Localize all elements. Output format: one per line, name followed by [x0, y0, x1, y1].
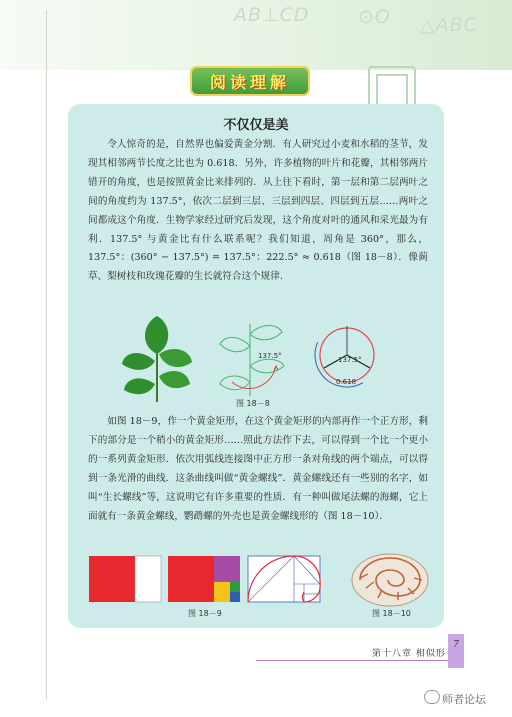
- golden-spiral-diagram: [248, 556, 320, 602]
- leaf-sprig-illustration: [122, 306, 192, 402]
- banner-title: 阅读理解: [209, 72, 290, 92]
- article-paragraph-1: 令人惊奇的是，自然界也偏爱黄金分割．有人研究过小麦和水稻的茎节，发现其相邻两节长度之比也为 0.618．另外，许多植物的叶片和花瓣，其相邻两片错开的角度，也是按照黄金比来排列的．从上往下看时，第一层和第二层两叶之间的角度约为 137.5°，依次二层到三层、三层到四层、四层到五层……两叶之间都成这个角度．生物学家经过研究后发现，这个角度对叶的通风和采光最为有利．137.5° 与黄金比有什么联系呢？我们知道，周角是 360°，那么，137.5°：(360° − 137.5°) = 137.5°：222.5° ≈ 0.618（图 18－8）．像蓟草、梨树枝和玫瑰花瓣的生长就符合这个规律．: [88, 139, 428, 283]
- footer-rule: [256, 660, 448, 661]
- wechat-icon: [424, 690, 440, 704]
- chapter-footer: 第十八章 相似形: [372, 649, 446, 659]
- header-decoration-perpendicular: AB⊥CD: [234, 4, 310, 26]
- figure-18-8-caption: 图 18－8: [236, 399, 270, 408]
- page-number: 7: [453, 640, 459, 650]
- header-decoration-triangle: △ABC: [420, 14, 478, 36]
- article-title: 不仅仅是美: [223, 118, 289, 133]
- nautilus-shell-illustration: [348, 548, 432, 608]
- reading-banner: [190, 66, 310, 96]
- figure-18-9-caption: 图 18－9: [188, 609, 222, 618]
- figure-18-10-caption: 图 18－10: [372, 609, 411, 618]
- golden-rectangle-2: [168, 556, 240, 602]
- golden-ratio-label: 0.618: [336, 378, 357, 386]
- circle-angle-label: 137.5°: [338, 356, 362, 364]
- header-decoration-circle: ⊙O: [358, 6, 391, 28]
- golden-rectangle-1: [89, 556, 161, 602]
- watermark-text: 师者论坛: [442, 693, 486, 706]
- article-paragraph-2: 如图 18－9，作一个黄金矩形，在这个黄金矩形的内部再作一个正方形，剩下的部分是一个稍小的黄金矩形……照此方法作下去，可以得到一个比一个更小的一系列黄金矩形．依次用弧线连接图中正方形一条对角线的两个端点，可以得到一条光滑的曲线．这条曲线叫做“黄金螺线”．黄金螺线还有一些别的名字，如叫“生长螺线”等，这说明它有许多重要的性质．有一种叫做尾法螺的海螺，它上面就有一条黄金螺线，鹦鹉螺的外壳也是黄金螺线形的（图 18－10）．: [88, 416, 428, 522]
- branch-angle-label: 137.5°: [258, 352, 282, 360]
